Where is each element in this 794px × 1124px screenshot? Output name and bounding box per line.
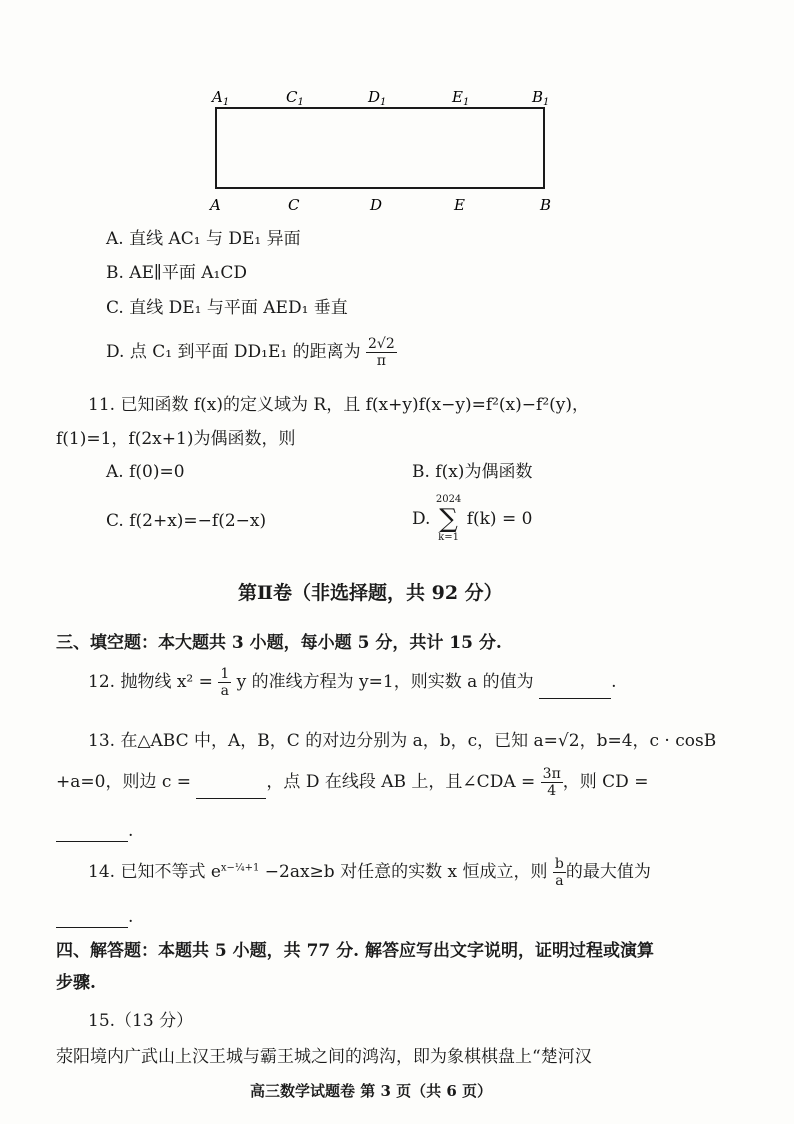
q10-option-b: B. AE∥平面 A₁CD: [106, 263, 247, 283]
q13-end: .: [128, 821, 134, 841]
fraction-denominator: π: [376, 353, 386, 369]
q10-option-d-text: D. 点 C₁ 到平面 DD₁E₁ 的距离为: [106, 342, 361, 362]
fraction-numerator: 1: [220, 666, 230, 682]
label-C1: $C_1$: [286, 88, 304, 108]
q13-line3: [56, 820, 133, 842]
q13-c-blank[interactable]: [196, 780, 266, 799]
fraction-denominator: a: [220, 683, 229, 699]
fraction-denominator: a: [555, 873, 564, 889]
label-E: E: [454, 196, 465, 214]
q14-line2: [56, 906, 133, 928]
q10-option-d: [106, 336, 397, 369]
q12-answer-blank[interactable]: [539, 680, 611, 699]
rectangle-figure: [200, 80, 580, 220]
q11-line2: f(1)=1，f(2x+1)为偶函数，则: [56, 429, 296, 449]
q12-end: .: [611, 672, 617, 692]
q14-end: .: [128, 907, 134, 927]
q13-fraction: [541, 766, 563, 799]
label-E1: $E_1$: [452, 88, 470, 108]
q12-suffix: y 的准线方程为 y=1，则实数 a 的值为: [236, 672, 534, 692]
label-A: A: [210, 196, 221, 214]
q11-option-a: A. f(0)=0: [106, 462, 185, 482]
q10-option-d-fraction: [366, 336, 397, 369]
q14-middle: −2ax≥b 对任意的实数 x 恒成立，则: [259, 862, 548, 882]
q11-line1: 11. 已知函数 f(x)的定义域为 R，且 f(x+y)f(x−y)=f²(x)−f²(y)，: [88, 395, 590, 415]
q15-label: 15.（13 分）: [88, 1011, 194, 1031]
sum-lower-limit: k=1: [438, 532, 459, 543]
section2-title: 第Ⅱ卷（非选择题，共 92 分）: [238, 582, 503, 604]
q11-option-d-label: D.: [412, 509, 431, 529]
q14-suffix: 的最大值为: [565, 862, 651, 882]
page-footer: 高三数学试题卷 第 3 页（共 6 页）: [250, 1082, 492, 1100]
q13-cd-blank[interactable]: [56, 823, 128, 842]
q12: [88, 666, 616, 699]
q11-option-d-expression: f(k) = 0: [466, 509, 533, 529]
sigma-icon: ∑: [439, 504, 458, 534]
q14-fraction: [553, 856, 566, 889]
q13-line2-a: +a=0，则边 c =: [56, 772, 192, 792]
section3-heading: 三、填空题：本大题共 3 小题，每小题 5 分，共计 15 分.: [56, 633, 502, 653]
q15-text: 荥阳境内广武山上汉王城与霸王城之间的鸿沟，即为象棋棋盘上“楚河汉: [56, 1047, 592, 1067]
label-D: D: [370, 196, 383, 214]
fraction-numerator: 3π: [542, 766, 561, 782]
q12-fraction: [218, 666, 231, 699]
fraction-numerator: 2√2: [367, 336, 395, 352]
section4-line1: 四、解答题：本题共 5 小题，共 77 分. 解答应写出文字说明，证明过程或演算: [56, 941, 654, 961]
q14-answer-blank[interactable]: [56, 909, 128, 928]
q11-option-b: B. f(x)为偶函数: [412, 462, 533, 482]
q12-prefix: 12. 抛物线 x² =: [88, 672, 213, 692]
label-C: C: [288, 196, 300, 214]
sum-upper-limit: 2024: [435, 494, 462, 505]
label-D1: $D_1$: [368, 88, 387, 108]
label-A1: $A_1$: [212, 88, 230, 108]
q13-line1: 13. 在△ABC 中，A，B，C 的对边分别为 a，b，c，已知 a=√2，b=4，c · cosB: [88, 731, 717, 751]
fraction-denominator: 4: [547, 783, 557, 799]
q10-option-a: A. 直线 AC₁ 与 DE₁ 异面: [106, 229, 301, 249]
section4-line2: 步骤.: [56, 973, 96, 993]
q10-option-c: C. 直线 DE₁ 与平面 AED₁ 垂直: [106, 298, 348, 318]
label-B: B: [540, 196, 552, 214]
figure-rectangle: [216, 108, 544, 188]
q14-exponent: x−¼+1: [220, 862, 260, 874]
summation: [436, 494, 461, 544]
q13-line2-c: ，则 CD =: [562, 772, 649, 792]
q11-option-d: [412, 494, 532, 544]
q13-line2-b: ，点 D 在线段 AB 上，且∠CDA =: [266, 772, 536, 792]
label-B1: $B_1$: [532, 88, 550, 108]
q11-option-c: C. f(2+x)=−f(2−x): [106, 511, 267, 531]
q14: [88, 856, 651, 889]
q14-prefix: 14. 已知不等式 e: [88, 862, 221, 882]
q13-line2: [56, 766, 648, 799]
fraction-numerator: b: [554, 856, 564, 872]
